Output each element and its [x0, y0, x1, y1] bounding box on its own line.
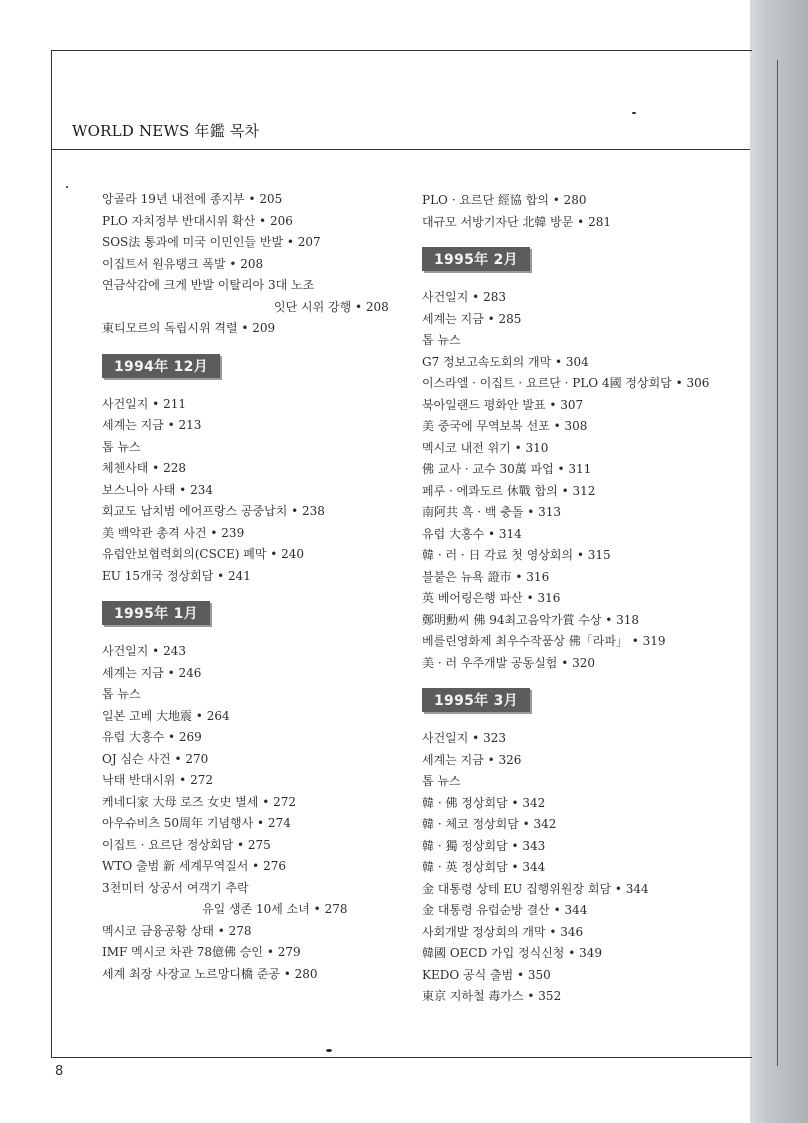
toc-entry: 3천미터 상공서 여객기 추락 — [102, 880, 249, 895]
month-badge: 1995年 3月 — [422, 688, 530, 712]
toc-entry: 멕시코 내전 위기 • 310 — [422, 440, 549, 455]
toc-entry: 세계는 지금 • 213 — [102, 418, 202, 432]
toc-entry: 美 · 러 우주개발 공동실험 • 320 — [422, 655, 596, 670]
page-number: 8 — [55, 1064, 64, 1079]
toc-entry: 사건일지 • 243 — [102, 644, 186, 658]
toc-entry: 낙태 반대시위 • 272 — [102, 773, 213, 787]
toc-entry: 불붙은 뉴욕 證市 • 316 — [422, 569, 550, 584]
toc-entry: 세계는 지금 • 246 — [102, 665, 202, 680]
toc-entry: 체첸사태 • 228 — [102, 461, 186, 475]
toc-entry: 페루 · 에콰도르 休戰 합의 • 312 — [422, 483, 596, 498]
toc-entry: 韓國 OECD 가입 정식신청 • 349 — [422, 946, 603, 960]
section-heading-1995-03 — [422, 688, 752, 712]
page-title: WORLD NEWS 年鑑 목차 — [72, 122, 260, 140]
toc-entry: 英 베어링은행 파산 • 316 — [422, 591, 561, 605]
toc-entry: PLO 자치정부 반대시위 확산 • 206 — [102, 213, 293, 228]
toc-subheading: 톱 뉴스 — [102, 439, 141, 454]
toc-entry: 케네디家 大母 로즈 女史 별세 • 272 — [102, 794, 297, 809]
page-edge-shadow — [750, 0, 808, 1123]
section-heading-1995-02 — [422, 247, 752, 271]
toc-entry: 유럽 大홍수 • 269 — [102, 730, 202, 744]
adjacent-page-border — [777, 60, 778, 1066]
toc-entry: 유럽안보협력회의(CSCE) 폐막 • 240 — [102, 547, 305, 561]
toc-entry: 이스라엘 · 이집트 · 요르단 · PLO 4國 정상회담 • 306 — [422, 376, 710, 390]
month-badge: 1994年 12月 — [102, 354, 220, 378]
toc-entry: 金 대통령 상테 EU 집행위원장 회담 • 344 — [422, 881, 649, 896]
toc-entry: 佛 교사 · 교수 30萬 파업 • 311 — [422, 462, 592, 476]
toc-entry: 韓 · 체코 정상회담 • 342 — [422, 817, 557, 831]
toc-entry: 사건일지 • 283 — [422, 290, 506, 304]
toc-right-column — [422, 190, 752, 1008]
toc-entry: 앙골라 19년 내전에 종지부 • 205 — [102, 192, 283, 206]
toc-subheading: 톱 뉴스 — [422, 774, 461, 788]
toc-entry: WTO 출범 新 세계무역질서 • 276 — [102, 859, 286, 873]
toc-entry: 韓 · 英 정상회담 • 344 — [422, 860, 546, 874]
toc-entry: 사회개발 정상회의 개막 • 346 — [422, 924, 584, 939]
toc-entry: 이집트서 원유탱크 폭발 • 208 — [102, 256, 264, 271]
toc-left-column — [102, 189, 422, 985]
scan-speck — [66, 186, 68, 188]
toc-entry: 鄭明勳씨 佛 94최고음악가賞 수상 • 318 — [422, 612, 640, 627]
section-heading-1994-12 — [102, 354, 422, 378]
toc-entry: 東티모르의 독립시위 격렬 • 209 — [102, 321, 276, 335]
scan-speck — [326, 1049, 332, 1052]
toc-entry-continuation: 유일 생존 10세 소녀 • 278 — [202, 902, 348, 916]
toc-entry: 보스니아 사태 • 234 — [102, 482, 213, 497]
toc-entry: 멕시코 금융공황 상태 • 278 — [102, 923, 252, 938]
toc-entry: 연금삭감에 크게 반발 이탈리아 3대 노조 — [102, 278, 315, 292]
section-heading-1995-01 — [102, 601, 422, 625]
toc-entry: 이집트 · 요르단 정상회담 • 275 — [102, 837, 271, 852]
toc-entry: 韓 · 獨 정상회담 • 343 — [422, 838, 546, 853]
toc-entry: OJ 심슨 사건 • 270 — [102, 751, 209, 766]
toc-subheading: 톱 뉴스 — [422, 333, 461, 347]
toc-entry: EU 15개국 정상회담 • 241 — [102, 568, 251, 583]
scan-speck — [632, 112, 636, 114]
toc-entry: KEDO 공식 출범 • 350 — [422, 967, 551, 982]
toc-entry: 아우슈비츠 50周年 기념행사 • 274 — [102, 816, 291, 830]
toc-subheading: 톱 뉴스 — [102, 687, 141, 701]
header-divider — [52, 149, 750, 150]
toc-entry-continuation: 잇단 시위 강행 • 208 — [274, 299, 389, 314]
toc-entry: 세계 최장 사장교 노르망디橋 준공 • 280 — [102, 966, 318, 981]
month-badge: 1995年 1月 — [102, 601, 210, 625]
toc-entry: 金 대통령 유럽순방 결산 • 344 — [422, 903, 588, 917]
toc-entry: IMF 멕시코 차관 78億佛 승인 • 279 — [102, 945, 301, 959]
toc-entry: 대규모 서방기자단 北韓 방문 • 281 — [422, 214, 611, 229]
toc-entry: 美 백악관 총격 사건 • 239 — [102, 525, 245, 540]
toc-entry: 세계는 지금 • 326 — [422, 752, 522, 767]
toc-entry: 일본 고베 大地震 • 264 — [102, 708, 230, 723]
toc-entry: 사건일지 • 211 — [102, 396, 186, 411]
toc-entry: G7 정보고속도회의 개막 • 304 — [422, 354, 589, 369]
toc-entry: 회교도 납치범 에어프랑스 공중납치 • 238 — [102, 504, 325, 518]
toc-entry: 사건일지 • 323 — [422, 731, 506, 745]
toc-entry: SOS法 통과에 미국 이민인들 반발 • 207 — [102, 235, 321, 249]
toc-entry: 韓 · 러 · 日 각료 첫 영상회의 • 315 — [422, 548, 611, 562]
toc-entry: 東京 지하철 毒가스 • 352 — [422, 989, 562, 1003]
toc-entry: 南阿共 흑 · 백 충돌 • 313 — [422, 505, 562, 519]
toc-entry: 美 중국에 무역보복 선포 • 308 — [422, 419, 588, 433]
toc-entry: 베를린영화제 최우수작품상 佛「라파」 • 319 — [422, 634, 666, 648]
toc-entry: 세계는 지금 • 285 — [422, 311, 522, 326]
month-badge: 1995年 2月 — [422, 247, 530, 271]
toc-entry: PLO · 요르단 經協 합의 • 280 — [422, 193, 587, 207]
toc-entry: 유럽 大홍수 • 314 — [422, 526, 522, 541]
toc-entry: 韓 · 佛 정상회담 • 342 — [422, 795, 546, 810]
toc-entry: 북아일랜드 평화안 발표 • 307 — [422, 397, 584, 412]
